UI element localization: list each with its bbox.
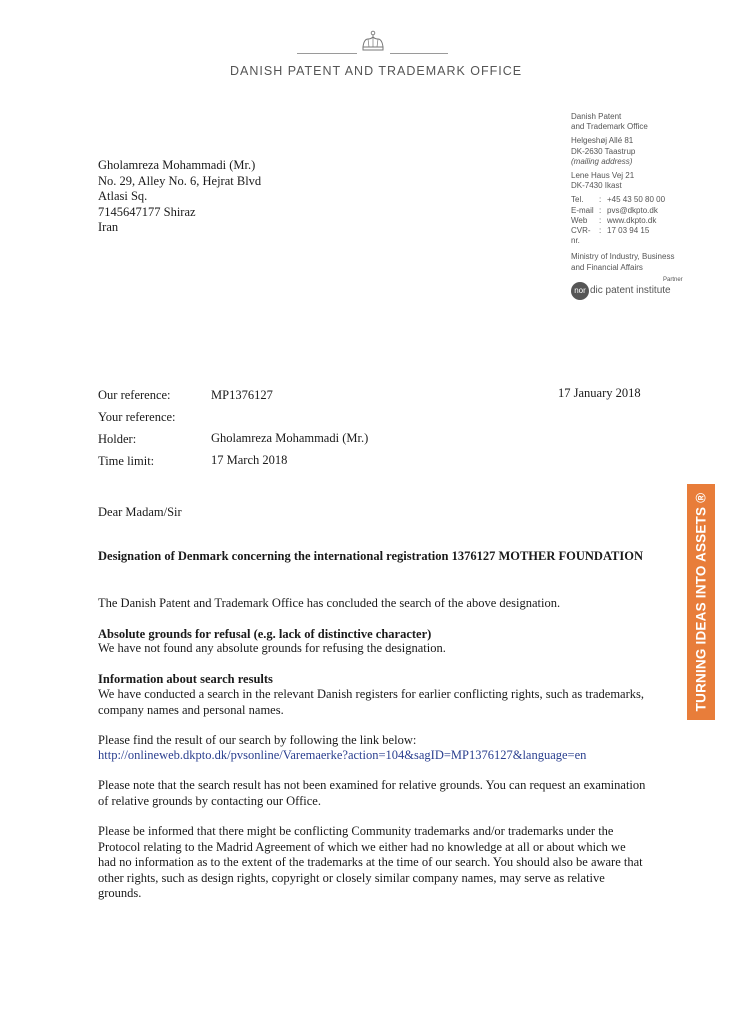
email-value[interactable]: pvs@dkpto.dk [607, 205, 658, 215]
your-reference-label: Your reference: [98, 410, 176, 424]
crown-logo-icon [358, 30, 388, 52]
ministry-line-2: and Financial Affairs [571, 262, 643, 272]
mailing-address-block [571, 136, 741, 167]
address-line-1: Gholamreza Mohammadi (Mr.) [98, 158, 256, 172]
office-street: Lene Haus Vej 21 [571, 171, 635, 181]
absolute-grounds-text: We have not found any absolute grounds for refusing the designation. [98, 641, 446, 655]
relative-grounds-note: Please note that the search result has not been examined for relative grounds. You can request an examination of relative grounds by contacting our Office. [98, 778, 646, 808]
cvr-value: 17 03 94 15 [607, 226, 650, 236]
holder-label: Holder: [98, 432, 137, 446]
org-name-block [571, 112, 741, 132]
recipient-address [98, 158, 261, 236]
conflicting-rights-paragraph: Please be informed that there might be conflicting Community trademarks and/or trademarks under the Protocol relating to the Madrid Agreement of which we either had no knowledge at all or about which we had no information as to the extent of the trademarks at the time of our search. You should also be aware that other rights, such as design rights, copyright or closely similar company names, may serve as relative grounds. [98, 824, 643, 900]
address-line-2: No. 29, Alley No. 6, Hejrat Blvd [98, 173, 262, 188]
nordic-patent-institute-logo [571, 282, 671, 300]
holder-value: Gholamreza Mohammadi (Mr.) [211, 431, 369, 445]
partner-label: Partner [663, 276, 683, 283]
org-line-2: and Trademark Office [571, 122, 648, 132]
our-reference-label: Our reference: [98, 388, 171, 402]
absolute-grounds-heading: Absolute grounds for refusal (e.g. lack of distinctive character) [98, 627, 432, 641]
letter-date: 17 January 2018 [558, 386, 641, 400]
office-name-heading: DANISH PATENT AND TRADEMARK OFFICE [230, 64, 523, 78]
email-row: E-mail : pvs@dkpto.dk [571, 205, 658, 215]
org-line-1: Danish Patent [571, 112, 622, 121]
address-line-4: 7145647177 Shiraz [98, 204, 196, 219]
office-city: DK-7430 Ikast [571, 181, 622, 191]
time-limit-label: Time limit: [98, 454, 155, 468]
search-result-link[interactable]: http://onlineweb.dkpto.dk/pvsonline/Varemaerke?action=104&sagID=MP1376127&language=en [98, 748, 587, 762]
turning-ideas-banner [687, 484, 715, 720]
ministry-block [571, 252, 741, 272]
mail-city: DK-2630 Taastrup [571, 146, 636, 156]
header-rule-left [297, 53, 357, 54]
office-address-block [571, 171, 741, 191]
partner-logo [571, 277, 741, 301]
cvr-row: CVR-nr. : 17 03 94 15 [571, 226, 650, 246]
ministry-line-1: Ministry of Industry, Business [571, 252, 675, 262]
tel-row: Tel. : +45 43 50 80 00 [571, 195, 666, 205]
tel-value: +45 43 50 80 00 [607, 195, 666, 205]
banner-text: TURNING IDEAS INTO ASSETS ® [693, 492, 709, 712]
info-paragraph: We have conducted a search in the relevant Danish registers for earlier conflicting rights, such as trademarks, company names and personal names. [98, 687, 645, 717]
time-limit-value: 17 March 2018 [211, 453, 288, 467]
mail-note: (mailing address) [571, 156, 633, 166]
mail-street: Helgeshøj Allé 81 [571, 136, 634, 146]
header-rule-right [390, 53, 448, 54]
subject-heading: Designation of Denmark concerning the international registration 1376127 MOTHER FOUNDATION [98, 549, 644, 563]
web-row: Web : www.dkpto.dk [571, 215, 657, 225]
our-reference-value: MP1376127 [211, 388, 273, 402]
contact-column [571, 112, 741, 301]
find-result-text: Please find the result of our search by following the link below: [98, 733, 417, 747]
info-heading: Information about search results [98, 672, 273, 686]
nordic-text: dic patent institute [590, 284, 671, 296]
intro-paragraph: The Danish Patent and Trademark Office has concluded the search of the above designation. [98, 596, 561, 610]
web-value[interactable]: www.dkpto.dk [607, 215, 657, 225]
salutation: Dear Madam/Sir [98, 505, 182, 519]
address-line-5: Iran [98, 220, 119, 234]
address-line-3: Atlasi Sq. [98, 189, 148, 203]
nordic-circle-icon: nor [571, 282, 589, 300]
contact-details-block [571, 195, 741, 246]
